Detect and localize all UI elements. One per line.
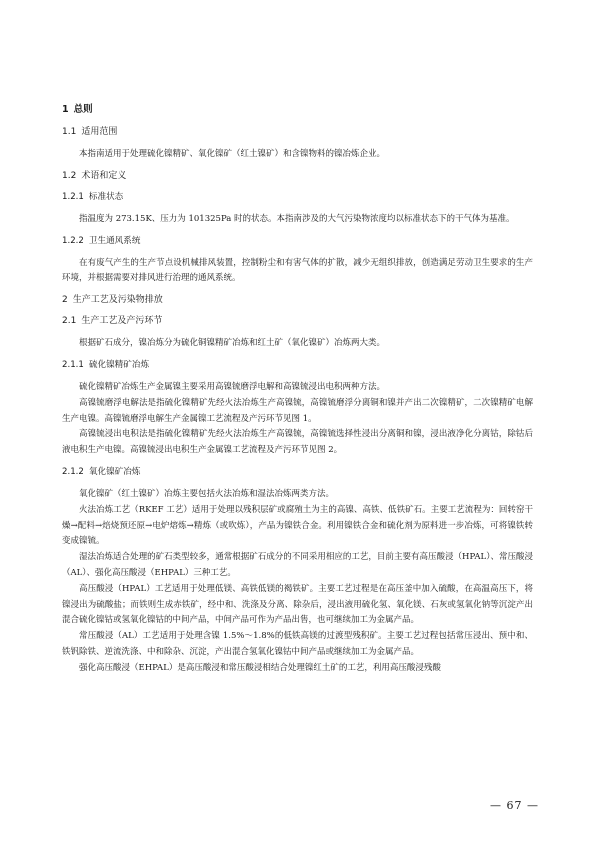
section-title: 术语和定义 [81,170,127,181]
section-heading-1 [62,103,533,116]
section-number: 2.1.1 [62,359,84,370]
paragraph: 火法冶炼工艺（RKEF 工艺）适用于处理以残积层矿或腐殖土为主的高镍、高铁、低铁矿石。主要工艺流程为：回转窑干燥→配料→焙烧预还原→电炉熔炼→精炼（或吹炼），产品为镍铁合金。利用镍铁合金和硫化剂为原料进一步冶炼，可将镍铁转变成镍锍。 [62,504,533,547]
section-number: 1.2.1 [62,191,84,202]
section-title: 适用范围 [81,127,118,137]
section-title: 生产工艺及产污环节 [81,316,163,327]
paragraph: 常压酸浸（AL）工艺适用于处理含镍 1.5%～1.8%的低铁高镁的过渡型残积矿。主要工艺过程包括常压浸出、预中和、铁钒除铁、逆流洗涤、中和除杂、沉淀，产出混合氢氧化镍钴中间产品或继续加工为金属产品。 [62,631,533,657]
paragraph: 根据矿石成分，镍冶炼分为硫化铜镍精矿冶炼和红土矿（氧化镍矿）冶炼两大类。 [79,338,386,349]
section-number: 2.1.2 [62,466,84,477]
section-heading-2 [62,294,533,307]
paragraph: 硫化镍精矿冶炼生产金属镍主要采用高镍锍磨浮电解和高镍锍浸出电积两种方法。 [79,381,386,392]
paragraph: 高镍锍磨浮电解法是指硫化镍精矿先经火法冶炼生产高镍锍，高镍锍磨浮分离铜和镍并产出二次镍精矿，二次镍精矿电解生产电镍。高镍锍磨浮电解生产金属镍工艺流程及产污环节见图 1。 [62,397,533,424]
section-heading-2-1-1 [62,359,533,372]
paragraph: 高压酸浸（HPAL）工艺适用于处理低镁、高铁低镁的褐铁矿。主要工艺过程是在高压釜中加入硫酸，在高温高压下，将镍浸出为硫酸盐；而铁则生成赤铁矿，经中和、洗涤及分离、除杂后，浸出液用硫化氢、氧化镁、石灰或氢氧化钠等沉淀产出混合硫化镍钴或氢氧化镍钴的中间产品，中间产品可作为产品出售，也可继续加工为金属产品。 [62,583,533,626]
section-number: 2 [62,295,68,306]
section-heading-1-2-1 [62,191,533,204]
page-number: — 67 — [490,799,539,812]
paragraph: 在有废气产生的生产节点设机械排风装置，控制粉尘和有害气体的扩散，减少无组织排放，创造满足劳动卫生要求的生产环境，并根据需要对排风进行治理的通风系统。 [62,257,533,284]
section-heading-1-2 [62,170,533,183]
paragraph: 高镍锍浸出电积法是指硫化镍精矿先经火法冶炼生产高镍锍，高镍锍选择性浸出分离铜和镍，浸出液净化分离钴，除钴后液电积生产电镍。高镍锍浸出电积生产金属镍工艺流程及产污环节见图 2。 [62,429,533,456]
section-title: 硫化镍精矿冶炼 [88,359,150,370]
paragraph: 湿法冶炼适合处理的矿石类型较多，通常根据矿石成分的不同采用相应的工艺，目前主要有高压酸浸（HPAL）、常压酸浸（AL）、强化高压酸浸（EHPAL）三种工艺。 [62,552,533,578]
paragraph: 氧化镍矿（红土镍矿）冶炼主要包括火法冶炼和湿法冶炼两类方法。 [79,488,335,499]
section-title: 总则 [73,104,93,115]
section-heading-2-1 [62,315,533,328]
section-number: 1 [62,104,69,115]
section-title: 生产工艺及污染物排放 [72,295,163,306]
section-number: 1.2 [62,170,77,181]
section-heading-1-2-2 [62,235,533,248]
paragraph: 强化高压酸浸（EHPAL）是高压酸浸和常压酸浸相结合处理镍红土矿的工艺，利用高压酸浸残酸 [79,662,441,673]
section-number: 1.2.2 [62,235,84,246]
paragraph: 本指南适用于处理硫化镍精矿、氧化镍矿（红土镍矿）和含镍物料的镍冶炼企业。 [79,149,386,159]
section-number: 2.1 [62,316,77,327]
section-number: 1.1 [62,127,77,137]
section-heading-2-1-2 [62,466,533,479]
paragraph: 指温度为 273.15K、压力为 101325Pa 时的状态。本指南涉及的大气污染物浓度均以标准状态下的干气体为基准。 [79,213,515,224]
section-heading-1-1 [62,126,533,139]
section-title: 氧化镍矿冶炼 [88,466,141,477]
section-title: 标准状态 [88,191,124,202]
section-title: 卫生通风系统 [88,235,141,246]
